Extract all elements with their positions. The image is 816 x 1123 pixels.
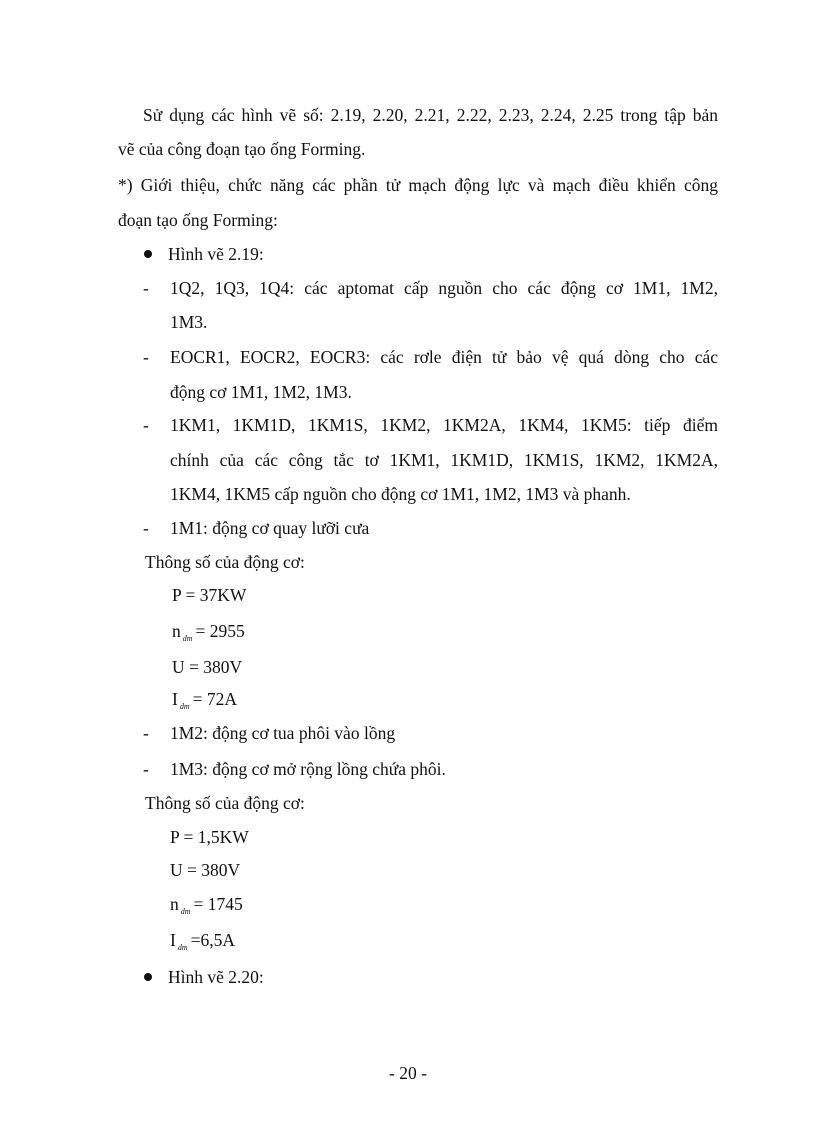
params-2-power: P = 1,5KW bbox=[170, 827, 249, 847]
params-1-speed bbox=[172, 620, 245, 650]
dash-marker: - bbox=[143, 415, 149, 435]
item-3-line-1: 1KM1, 1KM1D, 1KM1S, 1KM2, 1KM2A, 1KM4, 1KM5: tiếp điểm bbox=[170, 415, 718, 435]
current-subscript: dm bbox=[179, 702, 190, 711]
params-1-power: P = 37KW bbox=[172, 585, 247, 605]
speed-symbol: n bbox=[172, 621, 181, 641]
item-2-line-2: động cơ 1M1, 1M2, 1M3. bbox=[170, 382, 352, 402]
section-line-2: đoạn tạo ống Forming: bbox=[118, 210, 278, 230]
params-1-current bbox=[172, 688, 237, 718]
params-2-current bbox=[170, 929, 235, 959]
speed-value: = 2955 bbox=[195, 621, 245, 641]
item-1-line-2: 1M3. bbox=[170, 312, 208, 332]
item-6: 1M3: động cơ mở rộng lồng chứa phôi. bbox=[170, 759, 446, 779]
dash-marker: - bbox=[143, 347, 149, 367]
current-value: = 72A bbox=[192, 689, 237, 709]
bullet-icon bbox=[144, 973, 152, 981]
intro-line-1: Sử dụng các hình vẽ số: 2.19, 2.20, 2.21, 2.22, 2.23, 2.24, 2.25 trong tập bản bbox=[143, 105, 718, 125]
params-1-title: Thông số của động cơ: bbox=[145, 552, 305, 572]
item-3-line-3: 1KM4, 1KM5 cấp nguồn cho động cơ 1M1, 1M2, 1M3 và phanh. bbox=[170, 484, 631, 504]
current-subscript: dm bbox=[177, 943, 188, 952]
params-1-voltage: U = 380V bbox=[172, 657, 243, 677]
params-2-title: Thông số của động cơ: bbox=[145, 793, 305, 813]
current-value: =6,5A bbox=[190, 930, 235, 950]
item-1-line-1: 1Q2, 1Q3, 1Q4: các aptomat cấp nguồn cho các động cơ 1M1, 1M2, bbox=[170, 278, 718, 298]
current-symbol: I bbox=[170, 930, 176, 950]
item-2-line-1: EOCR1, EOCR2, EOCR3: các rơle điện tử bảo vệ quá dòng cho các bbox=[170, 347, 718, 367]
speed-subscript: dm bbox=[182, 634, 193, 643]
figure-219-heading: Hình vẽ 2.19: bbox=[168, 244, 264, 264]
speed-subscript: dm bbox=[180, 907, 191, 916]
speed-value: = 1745 bbox=[193, 894, 243, 914]
dash-marker: - bbox=[143, 723, 149, 743]
dash-marker: - bbox=[143, 278, 149, 298]
item-4: 1M1: động cơ quay lưỡi cưa bbox=[170, 518, 370, 538]
current-symbol: I bbox=[172, 689, 178, 709]
params-2-speed bbox=[170, 893, 243, 923]
bullet-icon bbox=[144, 250, 152, 258]
item-5: 1M2: động cơ tua phôi vào lồng bbox=[170, 723, 396, 743]
section-line-1: *) Giới thiệu, chức năng các phần tử mạch động lực và mạch điều khiển công bbox=[118, 175, 718, 195]
page-number: - 20 - bbox=[389, 1063, 427, 1083]
item-3-line-2: chính của các công tắc tơ 1KM1, 1KM1D, 1KM1S, 1KM2, 1KM2A, bbox=[170, 450, 718, 470]
figure-220-heading: Hình vẽ 2.20: bbox=[168, 967, 264, 987]
intro-line-2: vẽ của công đoạn tạo ống Forming. bbox=[118, 139, 366, 159]
params-2-voltage: U = 380V bbox=[170, 860, 241, 880]
dash-marker: - bbox=[143, 759, 149, 779]
dash-marker: - bbox=[143, 518, 149, 538]
speed-symbol: n bbox=[170, 894, 179, 914]
